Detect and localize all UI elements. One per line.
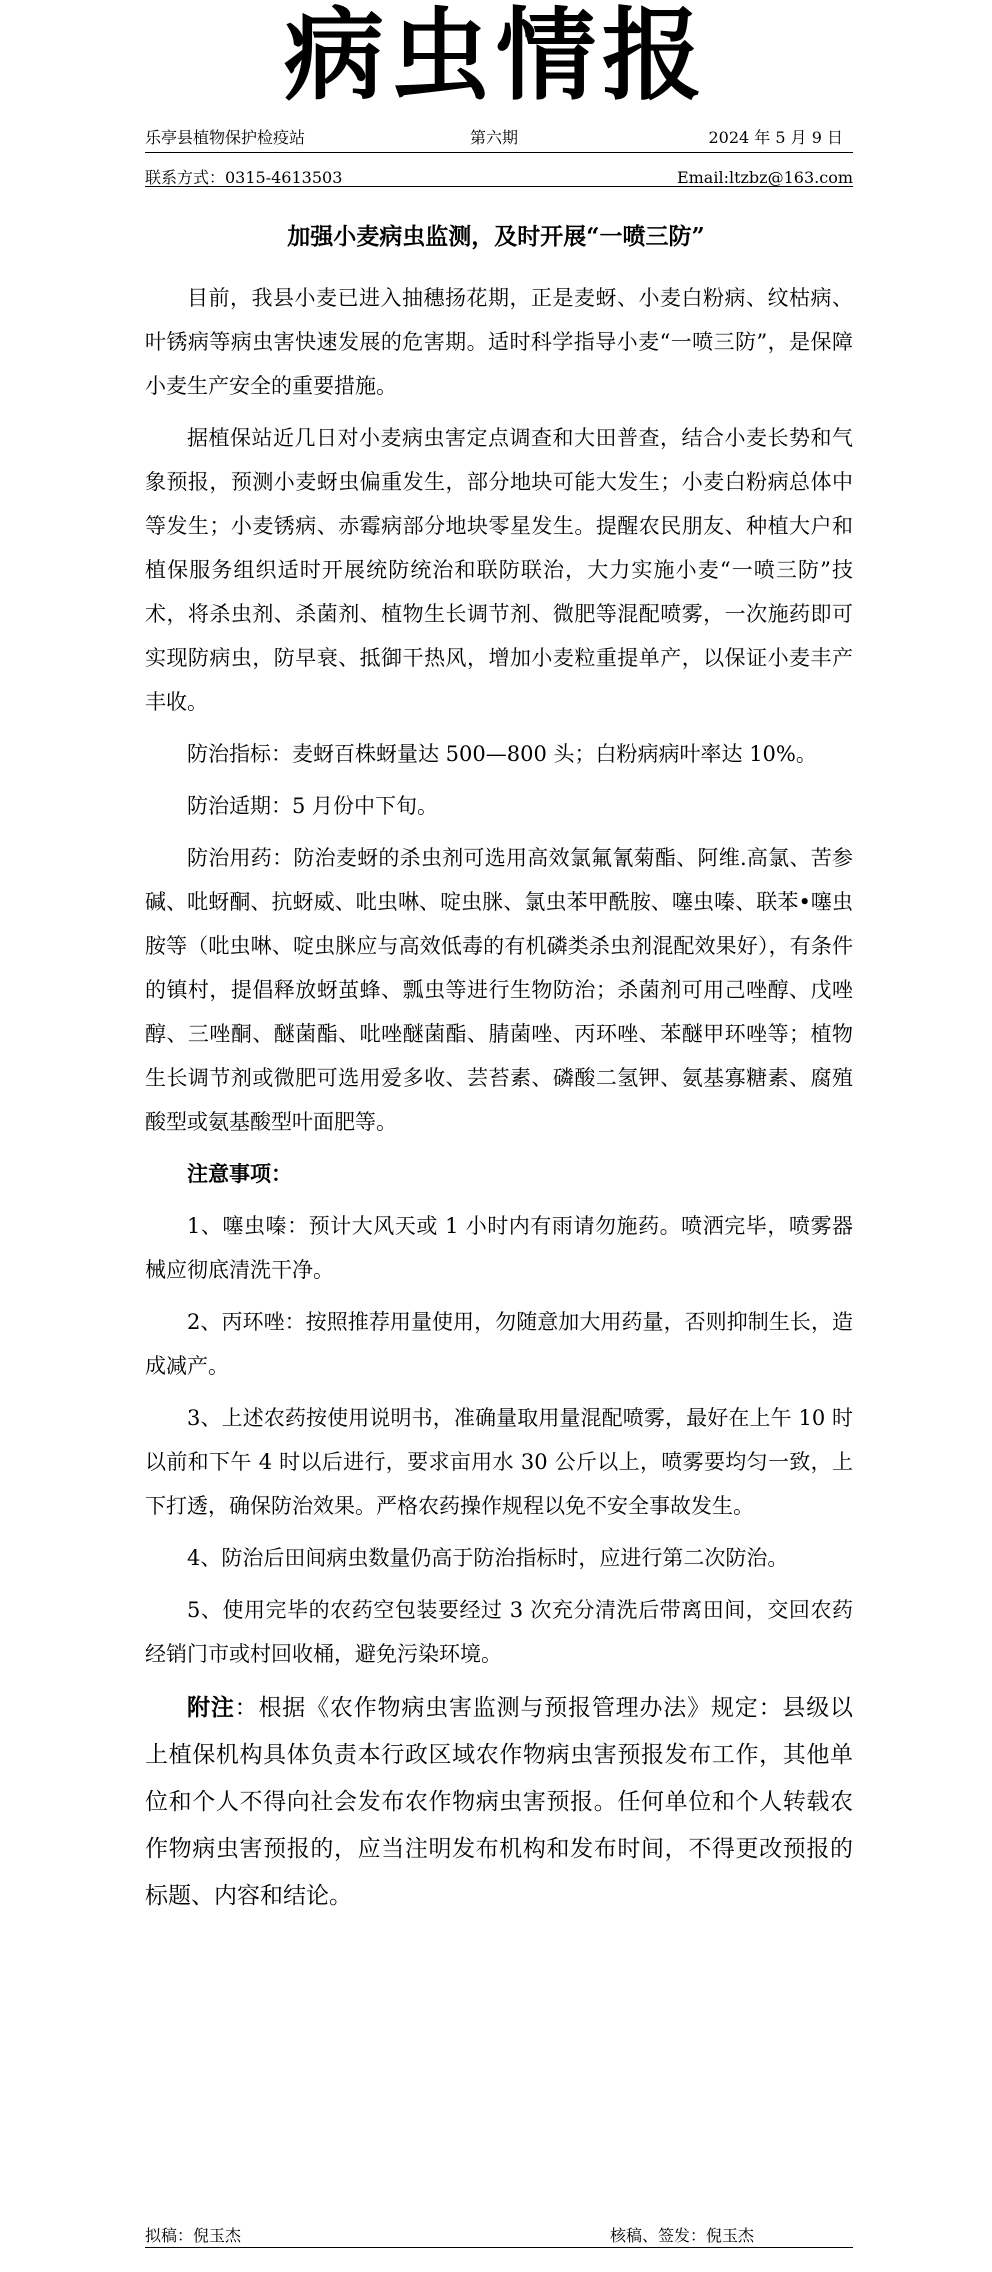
appendix-paragraph [145, 1684, 853, 1920]
contact-phone: 联系方式：0315-4613503 [145, 168, 343, 187]
appendix-text: ：根据《农作物病虫害监测与预报管理办法》规定：县级以上植保机构具体负责本行政区域农作物病虫害预报发布工作，其他单位和个人不得向社会发布农作物病虫害预报。任何单位和个人转载农作物病虫害预报的，应当注明发布机构和发布时间，不得更改预报的标题、内容和结论。 [145, 1695, 854, 1909]
paragraph-intro: 目前，我县小麦已进入抽穗扬花期，正是麦蚜、小麦白粉病、纹枯病、叶锈病等病虫害快速发展的危害期。适时科学指导小麦“一喷三防”，是保障小麦生产安全的重要措施。 [145, 286, 853, 398]
paragraph-pesticides: 防治用药：防治麦蚜的杀虫剂可选用高效氯氟氰菊酯、阿维.高氯、苦参碱、吡蚜酮、抗蚜威、吡虫啉、啶虫脒、氯虫苯甲酰胺、噻虫嗪、联苯•噻虫胺等（吡虫啉、啶虫脒应与高效低毒的有机磷类杀虫剂混配效果好），有条件的镇村，提倡释放蚜茧蜂、瓢虫等进行生物防治；杀菌剂可用己唑醇、戊唑醇、三唑酮、醚菌酯、吡唑醚菌酯、腈菌唑、丙环唑、苯醚甲环唑等；植物生长调节剂或微肥可选用爱多收、芸苔素、磷酸二氢钾、氨基寡糖素、腐殖酸型或氨基酸型叶面肥等。 [145, 846, 853, 1134]
paragraph-control-timing: 防治适期：5 月份中下旬。 [187, 794, 439, 818]
drafter: 拟稿：倪玉杰 [145, 2226, 242, 2245]
note-item: 4、防治后田间病虫数量仍高于防治指标时，应进行第二次防治。 [187, 1546, 789, 1570]
issue-number: 第六期 [470, 128, 519, 147]
footer-rule [145, 2247, 853, 2248]
article-body [145, 276, 853, 1928]
masthead-title: 病虫情报 [284, 0, 708, 114]
paragraph-forecast: 据植保站近几日对小麦病虫害定点调查和大田普查，结合小麦长势和气象预报，预测小麦蚜虫偏重发生，部分地块可能大发生；小麦白粉病总体中等发生；小麦锈病、赤霉病部分地块零星发生。提醒农民朋友、种植大户和植保服务组织适时开展统防统治和联防联治，大力实施小麦“一喷三防”技术，将杀虫剂、杀菌剂、植物生长调节剂、微肥等混配喷雾，一次施药即可实现防病虫，防早衰、抵御干热风，增加小麦粒重提单产，以保证小麦丰产丰收。 [145, 426, 853, 714]
issue-date: 2024 年 5 月 9 日 [708, 128, 843, 147]
note-item: 3、上述农药按使用说明书，准确量取用量混配喷雾，最好在上午 10 时以前和下午 4 时以后进行，要求亩用水 30 公斤以上，喷雾要均匀一致，上下打透，确保防治效果。严格农药操作规程以免不安全事故发生。 [145, 1406, 853, 1518]
approver: 核稿、签发：倪玉杰 [610, 2226, 755, 2245]
station-name: 乐亭县植物保护检疫站 [145, 128, 306, 147]
article-headline: 加强小麦病虫监测，及时开展“一喷三防” [287, 223, 705, 250]
header-rule-bottom [145, 186, 853, 187]
note-item: 5、使用完毕的农药空包装要经过 3 次充分清洗后带离田间，交回农药经销门市或村回收桶，避免污染环境。 [145, 1598, 853, 1666]
note-item: 1、噻虫嗪：预计大风天或 1 小时内有雨请勿施药。喷洒完毕，喷雾器械应彻底清洗干净。 [145, 1214, 853, 1282]
paragraph-control-index: 防治指标：麦蚜百株蚜量达 500—800 头；白粉病病叶率达 10%。 [187, 742, 817, 766]
notes-heading: 注意事项： [187, 1161, 292, 1186]
header-rule-top [145, 152, 853, 153]
contact-email: Email:ltzbz@163.com [676, 168, 853, 187]
note-item: 2、丙环唑：按照推荐用量使用，勿随意加大用药量，否则抑制生长，造成减产。 [145, 1310, 853, 1378]
appendix-label: 附注 [187, 1694, 235, 1721]
